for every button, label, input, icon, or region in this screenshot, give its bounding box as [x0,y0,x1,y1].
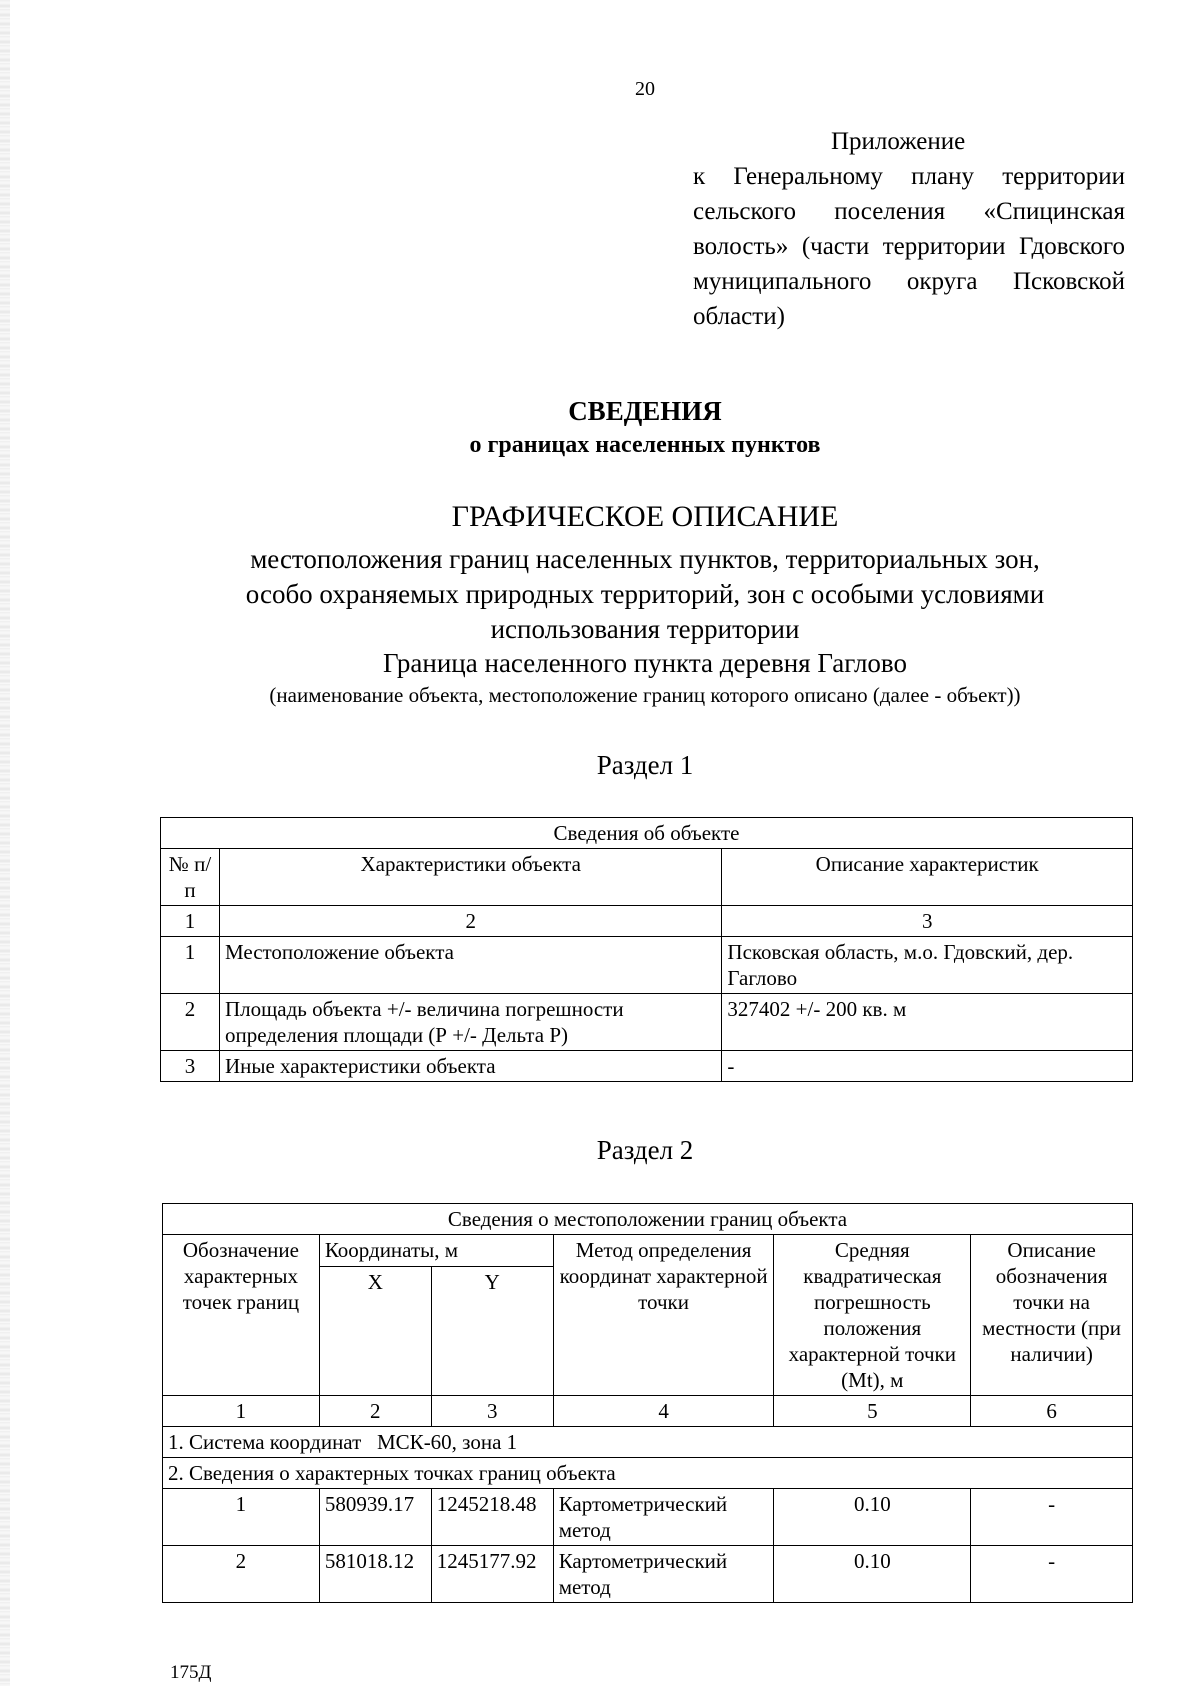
point-id: 1 [163,1489,320,1546]
table-title: Сведения об объекте [161,818,1133,849]
row-number: 3 [161,1051,220,1082]
row-number: 2 [161,994,220,1051]
header-characteristic: Характеристики объекта [219,849,721,906]
col-number: 6 [971,1396,1133,1427]
column-number-row [163,1396,1133,1427]
header-description: Описание характеристик [722,849,1133,906]
header-point-description: Описание обозначения точки на местности (при наличии) [971,1235,1133,1396]
point-description: - [971,1489,1133,1546]
point-method: Картометрический метод [553,1546,774,1603]
graphic-desc-line-1: местоположения границ населенных пунктов, территориальных зон, [250,544,1040,574]
scan-edge [0,0,10,1686]
table-row [163,1546,1133,1603]
header-method: Метод определения координат характерной точки [553,1235,774,1396]
col-number: 5 [774,1396,971,1427]
header-number: № п/п [161,849,220,906]
table-header-row [161,849,1133,906]
boundary-points-table [162,1203,1133,1603]
point-method: Картометрический метод [553,1489,774,1546]
table-title-row [161,818,1133,849]
appendix-body: к Генеральному плану территории сельского поселения «Спицинская волость» (части территории Гдовского муниципального округа Псковской области) [693,163,1125,330]
col-number: 1 [161,906,220,937]
section-1-label: Раздел 1 [596,750,694,780]
row-characteristic: Площадь объекта +/- величина погрешности определения площади (Р +/- Дельта Р) [219,994,721,1051]
header-error: Средняя квадратическая погрешность положения характерной точки (Mt), м [774,1235,971,1396]
col-number: 1 [163,1396,320,1427]
row-description: 327402 +/- 200 кв. м [722,994,1133,1051]
col-number: 2 [219,906,721,937]
coord-system-row [163,1427,1133,1458]
header-point: Обозначение характерных точек границ [163,1235,320,1396]
col-number: 2 [319,1396,431,1427]
boundary-note: (наименование объекта, местоположение границ которого описано (далее - объект)) [269,683,1021,707]
table-row [161,994,1133,1051]
graphic-desc-line-3: использования территории [490,614,800,644]
page-number: 20 [635,78,655,100]
appendix-title: Приложение [831,128,966,155]
table-title: Сведения о местоположении границ объекта [163,1204,1133,1235]
table-row [161,1051,1133,1082]
header-coords: Координаты, м [319,1235,553,1267]
point-description: - [971,1546,1133,1603]
graphic-description-title: ГРАФИЧЕСКОЕ ОПИСАНИЕ [451,500,839,533]
header-y: Y [431,1267,553,1396]
appendix-block [693,124,1125,334]
point-error: 0.10 [774,1546,971,1603]
row-characteristic: Иные характеристики объекта [219,1051,721,1082]
point-error: 0.10 [774,1489,971,1546]
point-x: 580939.17 [319,1489,431,1546]
graphic-desc-line-2: особо охраняемых природных территорий, зон с особыми условиями [245,579,1045,609]
section-2-label: Раздел 2 [596,1135,694,1165]
col-number: 4 [553,1396,774,1427]
table-header-row [163,1235,1133,1267]
point-y: 1245218.48 [431,1489,553,1546]
points-caption: 2. Сведения о характерных точках границ объекта [163,1458,1133,1489]
row-description: - [722,1051,1133,1082]
row-number: 1 [161,937,220,994]
document-subtitle: о границах населенных пунктов [469,432,821,458]
point-y: 1245177.92 [431,1546,553,1603]
coord-system: 1. Система координат МСК-60, зона 1 [163,1427,1133,1458]
column-number-row [161,906,1133,937]
row-description: Псковская область, м.о. Гдовский, дер. Гаглово [722,937,1133,994]
object-info-table [160,817,1133,1082]
point-id: 2 [163,1546,320,1603]
point-x: 581018.12 [319,1546,431,1603]
col-number: 3 [722,906,1133,937]
footer-code: 175Д [170,1662,212,1683]
boundary-name: Граница населенного пункта деревня Гаглово [383,648,907,678]
row-characteristic: Местоположение объекта [219,937,721,994]
points-caption-row [163,1458,1133,1489]
header-x: X [319,1267,431,1396]
table-title-row [163,1204,1133,1235]
table-row [161,937,1133,994]
graphic-description-text [0,542,1200,647]
col-number: 3 [431,1396,553,1427]
table-row [163,1489,1133,1546]
document-title: СВЕДЕНИЯ [568,396,722,426]
